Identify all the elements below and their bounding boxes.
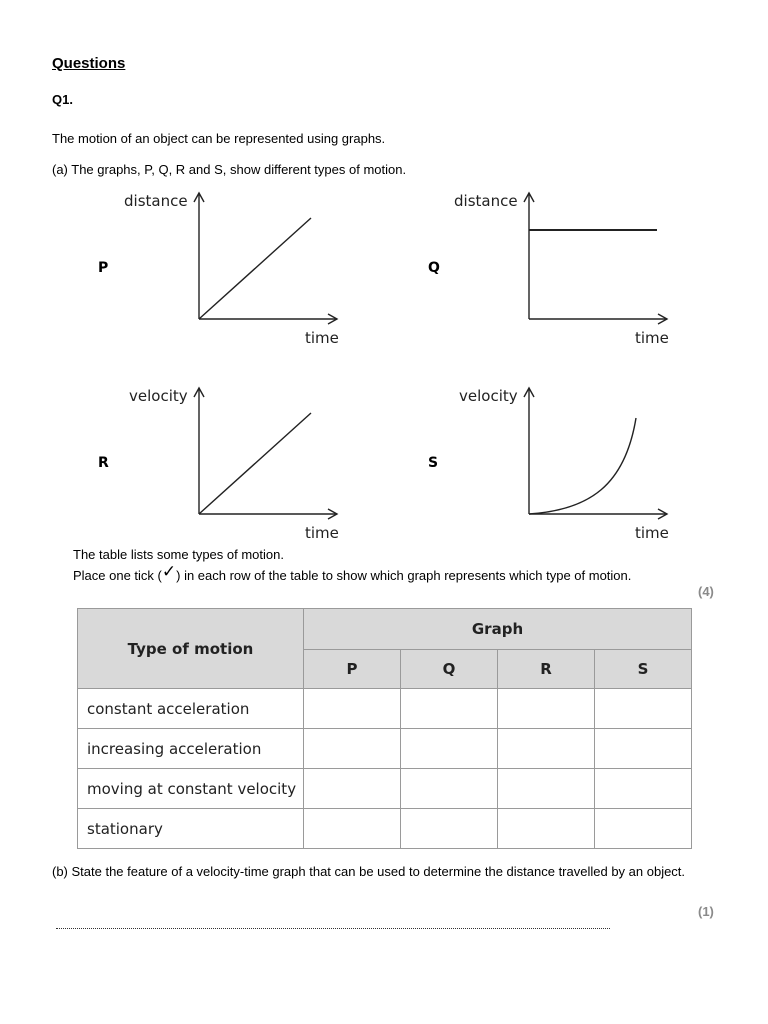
answer-line[interactable]	[56, 928, 610, 929]
part-a-text: (a) The graphs, P, Q, R and S, show different types of motion.	[52, 162, 407, 177]
part-b-text: (b) State the feature of a velocity-time graph that can be used to determine the distance travelled by an object.	[52, 864, 686, 879]
answer-cell-r[interactable]	[498, 689, 595, 729]
tick-instruction-start: Place one tick (	[73, 568, 162, 583]
graph-q-x-label: time	[635, 329, 669, 347]
answer-cell-s[interactable]	[595, 689, 692, 729]
graph-r-x-label: time	[305, 524, 339, 542]
graph-r-line	[199, 413, 311, 514]
row-label-stationary: stationary	[78, 809, 304, 849]
answer-cell-r[interactable]	[498, 769, 595, 809]
answer-cell-p[interactable]	[304, 729, 401, 769]
graph-s	[440, 380, 680, 550]
marks-part-b: (1)	[698, 904, 714, 919]
answer-cell-q[interactable]	[401, 729, 498, 769]
header-graph: Graph	[304, 609, 692, 650]
answer-cell-q[interactable]	[401, 809, 498, 849]
graph-s-x-label: time	[635, 524, 669, 542]
table-intro: The table lists some types of motion.	[73, 547, 284, 562]
row-label-constant-velocity: moving at constant velocity	[78, 769, 304, 809]
answer-cell-s[interactable]	[595, 769, 692, 809]
table-row	[78, 809, 692, 849]
answer-cell-r[interactable]	[498, 809, 595, 849]
answer-cell-s[interactable]	[595, 809, 692, 849]
graph-q-axes	[524, 193, 667, 324]
marks-part-a: (4)	[698, 584, 714, 599]
row-label-increasing-acceleration: increasing acceleration	[78, 729, 304, 769]
graph-label-p: P	[98, 260, 109, 276]
graph-s-axes	[524, 388, 667, 519]
table-row	[78, 769, 692, 809]
graph-p-x-label: time	[305, 329, 339, 347]
header-col-s: S	[595, 650, 692, 689]
answer-cell-r[interactable]	[498, 729, 595, 769]
header-col-r: R	[498, 650, 595, 689]
graph-label-q: Q	[428, 260, 440, 276]
graph-p	[110, 185, 350, 355]
tick-icon: ✓	[161, 562, 177, 582]
graph-r	[110, 380, 350, 550]
page-heading: Questions	[52, 55, 126, 72]
header-col-p: P	[304, 650, 401, 689]
graph-p-line	[199, 218, 311, 319]
answer-cell-p[interactable]	[304, 809, 401, 849]
graph-s-y-label: velocity	[459, 387, 518, 405]
tick-instruction-end: ) in each row of the table to show which graph represents which type of motion.	[176, 568, 632, 583]
motion-table	[77, 608, 692, 849]
graph-p-y-label: distance	[124, 192, 188, 210]
table-row	[78, 729, 692, 769]
tick-instruction	[73, 562, 632, 584]
graph-r-y-label: velocity	[129, 387, 188, 405]
graph-label-r: R	[98, 455, 109, 471]
graph-q-y-label: distance	[454, 192, 518, 210]
answer-cell-p[interactable]	[304, 769, 401, 809]
header-type-of-motion: Type of motion	[78, 609, 304, 689]
graph-label-s: S	[428, 455, 439, 471]
question-intro: The motion of an object can be represented using graphs.	[52, 131, 386, 146]
answer-cell-q[interactable]	[401, 769, 498, 809]
answer-cell-q[interactable]	[401, 689, 498, 729]
question-number: Q1.	[52, 92, 73, 107]
graph-s-curve	[529, 418, 636, 514]
row-label-constant-acceleration: constant acceleration	[78, 689, 304, 729]
graph-q	[440, 185, 680, 355]
header-col-q: Q	[401, 650, 498, 689]
answer-cell-s[interactable]	[595, 729, 692, 769]
answer-cell-p[interactable]	[304, 689, 401, 729]
table-row	[78, 689, 692, 729]
